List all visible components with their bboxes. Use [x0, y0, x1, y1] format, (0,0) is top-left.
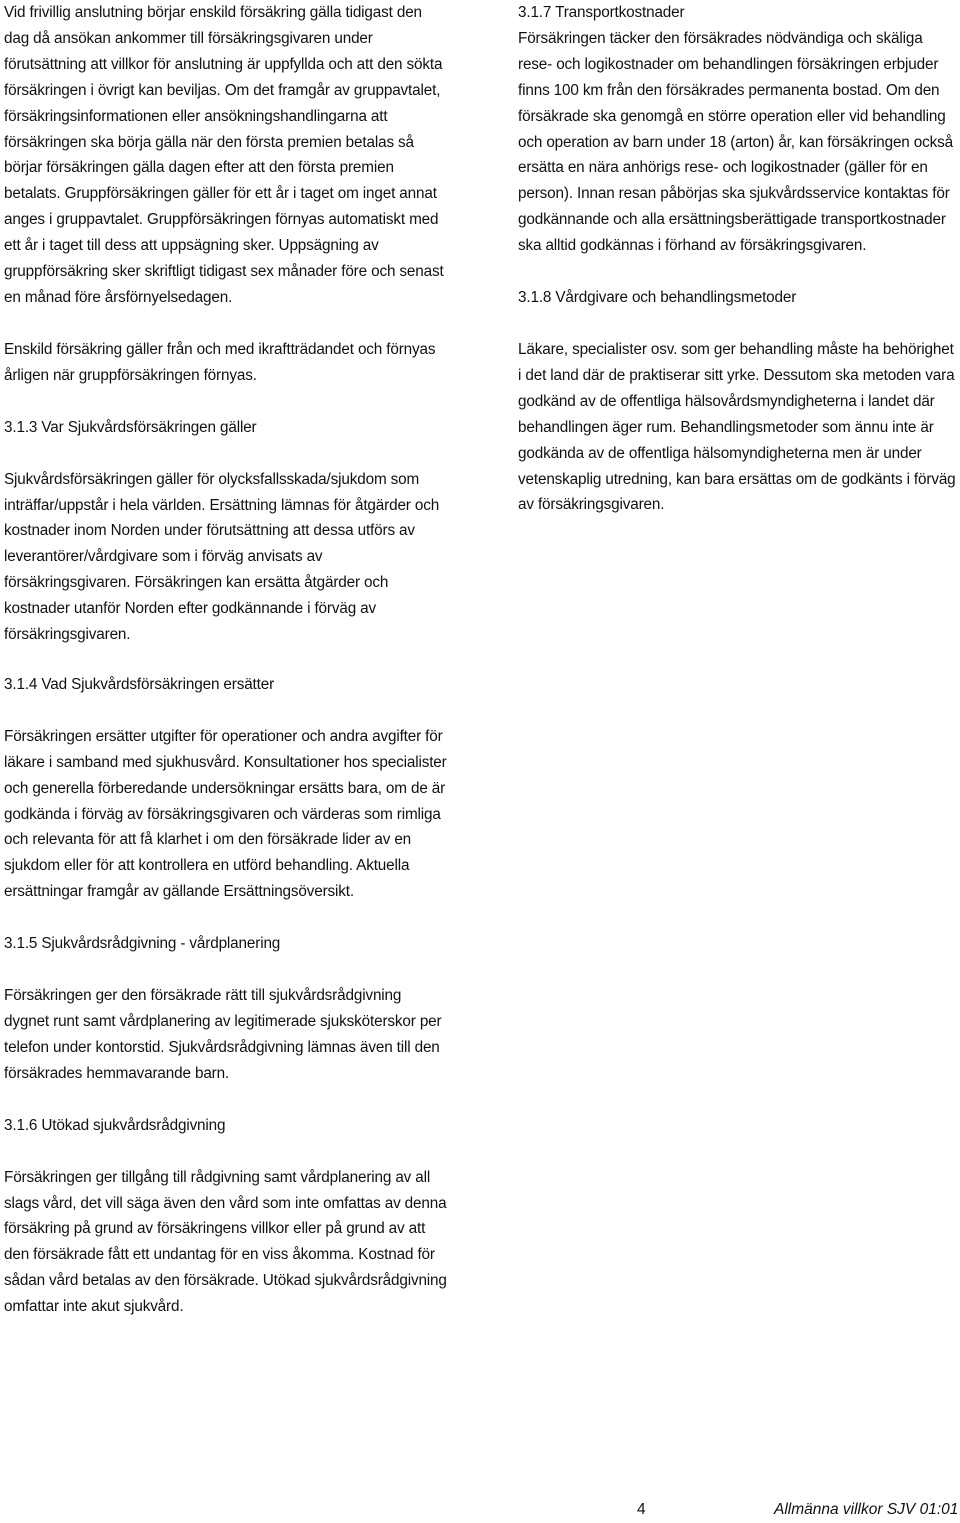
heading-3-1-6: 3.1.6 Utökad sjukvårdsrådgivning: [4, 1116, 226, 1134]
paragraph-3-1-3: Sjukvårdsförsäkringen gäller för olycksfallsskada/sjukdom som inträffar/uppstår i hela världen. Ersättning lämnas för åtgärder och kostnader inom Norden under förutsättning att dessa utförs av leverantörer/vårdgivare som i förväg anvisats av försäkringsgivaren. Försäkringen kan ersätta åtgärder och kostnader utanför Norden efter godkännande i förväg av försäkringsgivaren.: [4, 470, 440, 644]
page-number: 4: [637, 1501, 646, 1518]
paragraph-3-1-5: Försäkringen ger den försäkrade rätt till sjukvårdsrådgivning dygnet runt samt vårdplanering av legitimerade sjuksköterskor per telefon under kontorstid. Sjukvårdsrådgivning lämnas även till den försäkrades hemmavarande barn.: [4, 987, 442, 1082]
paragraph-3-1-7: Försäkringen täcker den försäkrades nödvändiga och skäliga rese- och logikostnader om behandlingen försäkringen erbjuder finns 100 km från den försäkrades permanenta bostad. Om den försäkrade ska genomgå en större operation eller vid behandling och operation av barn under 18 (arton) år, kan försäkringen också ersätta en nära anhörigs rese- och logikostnader (gäller för en person). Innan resan påbörjas ska sjukvårdsservice kontaktas för godkännande och alla ersättningsberättigade transportkostnader ska alltid godkännas i förhand av försäkringsgivaren.: [518, 29, 953, 255]
document-reference: Allmänna villkor SJV 01:01: [774, 1501, 959, 1518]
left-column: [4, 0, 450, 1320]
heading-3-1-5: 3.1.5 Sjukvårdsrådgivning - vårdplanering: [4, 935, 281, 953]
paragraph-enrollment: Vid frivillig anslutning börjar enskild försäkring gälla tidigast den dag då ansökan ankommer till försäkringsgivaren under förutsättning att villkor för anslutning är uppfyllda och att den sökta försäkringen i övrigt kan beviljas. Om det framgår av gruppavtalet, försäkringsinformationen eller ansökningshandlingarna att försäkringen ska börja gälla när den första premien betalas så börjar försäkringen gälla dagen efter att den första premien betalats. Gruppförsäkringen gäller för ett år i taget om inget annat anges i gruppavtalet. Gruppförsäkringen förnyas automatiskt med ett år i taget till dess att uppsägning sker. Uppsägning av gruppförsäkring sker skriftligt tidigast sex månader före och senast en månad före årsförnyelsedagen.: [4, 4, 444, 306]
heading-3-1-8: 3.1.8 Vårdgivare och behandlingsmetoder: [518, 289, 797, 307]
heading-3-1-4: 3.1.4 Vad Sjukvårdsförsäkringen ersätter: [4, 675, 275, 693]
paragraph-3-1-6: Försäkringen ger tillgång till rådgivning samt vårdplanering av all slags vård, det vill säga även den vård som inte omfattas av denna försäkring på grund av försäkringens villkor eller på grund av att den försäkrade fått ett undantag för en viss åkomma. Kostnad för sådan vård betalas av den försäkrade. Utökad sjukvårdsrådgivning omfattar inte akut sjukvård.: [4, 1168, 447, 1316]
paragraph-3-1-4: Försäkringen ersätter utgifter för operationer och andra avgifter för läkare i samband med sjukhusvård. Konsultationer hos specialister och generella förberedande undersökningar ersätts bara, om de är godkända i förväg av försäkringsgivaren och värderas som rimliga och relevanta för att få klarhet i om den försäkrade lider av en sjukdom eller för att kontrollera en utförd behandling. Aktuella ersättningar framgår av gällande Ersättningsöversikt.: [4, 727, 447, 901]
heading-3-1-7: 3.1.7 Transportkostnader: [518, 4, 685, 21]
right-column: [518, 0, 960, 518]
paragraph-individual-insurance: Enskild försäkring gäller från och med ikraftträdandet och förnyas årligen när gruppförsäkringen förnyas.: [4, 340, 436, 384]
heading-3-1-3: 3.1.3 Var Sjukvårdsförsäkringen gäller: [4, 418, 257, 436]
paragraph-3-1-8: Läkare, specialister osv. som ger behandling måste ha behörighet i det land där de praktiserar sitt yrke. Dessutom ska metoden vara godkänd av de offentliga hälsovårdsmyndigheterna i landet där behandlingen äger rum. Behandlingsmetoder som ännu inte är godkända av de offentliga hälsomyndigheterna men är under vetenskaplig utredning, kan bara ersättas om de godkänts i förväg av försäkringsgivaren.: [518, 340, 956, 514]
